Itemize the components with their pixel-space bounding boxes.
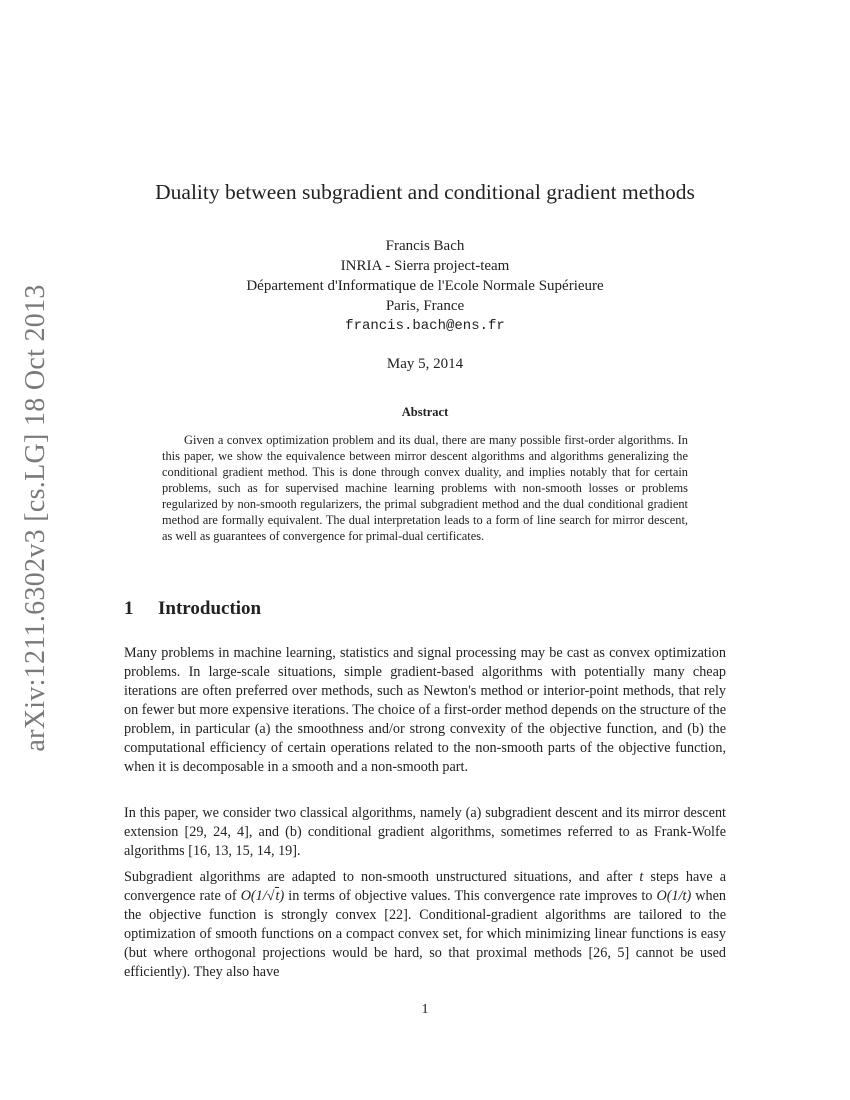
- section-number: 1: [124, 598, 134, 619]
- p3-variable-t: t: [639, 869, 644, 885]
- section-heading: [124, 598, 261, 620]
- p3-rate-sqrt: O(1/√t): [240, 888, 285, 904]
- arxiv-side-stamp: [12, 278, 60, 758]
- p3-rate-linear: O(1/t): [656, 888, 692, 904]
- abstract-body: Given a convex optimization problem and its dual, there are many possible first-order algorithms. In this paper, we show the equivalence between mirror descent algorithms and algorithms generalizing the conditional gradient method. This is done through convex duality, and implies notably that for certain problems, such as for supervised machine learning problems with non-smooth losses or problems regularized by non-smooth regularizers, the primal subgradient method and the dual conditional gradient method are formally equivalent. The dual interpretation leads to a form of line search for mirror descent, as well as guarantees of convergence for primal-dual certificates.: [162, 433, 688, 543]
- abstract-heading: Abstract: [401, 405, 449, 419]
- paper-date: May 5, 2014: [386, 356, 464, 372]
- author-email[interactable]: francis.bach@ens.fr: [345, 318, 505, 334]
- p3-text-d: when the objective function is strongly convex [22]. Conditional-gradient algorithms are tailored to the optimization of smooth functions on a compact convex set, for which minimizing linear functions is easy (but where orthogonal projections would be hard, so that proximal methods [26, 5] cannot be used efficiently). They also have: [124, 888, 726, 980]
- p3-text-b: steps have a convergence rate of: [124, 869, 726, 904]
- section-title: Introduction: [158, 598, 262, 619]
- paper-title: Duality between subgradient and conditional gradient methods: [155, 180, 695, 204]
- author-department: Département d'Informatique de l'Ecole Normale Supérieure: [246, 278, 604, 294]
- p3-text-c: in terms of objective values. This convergence rate improves to: [284, 888, 657, 904]
- p3-rate-sqrt-radicand: t: [275, 888, 280, 904]
- author-location: Paris, France: [385, 298, 465, 314]
- author-affiliation: INRIA - Sierra project-team: [340, 258, 510, 274]
- page-number: 1: [421, 1002, 429, 1017]
- p3-rate-sqrt-suffix: ): [279, 888, 285, 904]
- author-name: Francis Bach: [385, 238, 465, 254]
- arxiv-identifier: arXiv:1211.6302v3 [cs.LG] 18 Oct 2013: [20, 284, 51, 752]
- intro-paragraph-2: In this paper, we consider two classical algorithms, namely (a) subgradient descent and its mirror descent extension [29, 24, 4], and (b) conditional gradient algorithms, sometimes referred to as Frank-Wolfe algorithms [16, 13, 15, 14, 19].: [124, 805, 726, 859]
- p3-text-a: Subgradient algorithms are adapted to non-smooth unstructured situations, and after: [124, 869, 640, 885]
- p3-rate-sqrt-prefix: O(1/: [240, 888, 267, 904]
- intro-paragraph-3: [124, 868, 726, 982]
- intro-paragraph-1: Many problems in machine learning, statistics and signal processing may be cast as convex optimization problems. In large-scale situations, simple gradient-based algorithms with potentially many cheap iterations are often preferred over methods, such as Newton's method or interior-point methods, that rely on fewer but more expensive iterations. The choice of a first-order method depends on the structure of the problem, in particular (a) the smoothness and/or strong convexity of the objective function, and (b) the computational efficiency of certain operations related to the non-smooth parts of the objective function, when it is decomposable in a smooth and a non-smooth part.: [124, 645, 726, 775]
